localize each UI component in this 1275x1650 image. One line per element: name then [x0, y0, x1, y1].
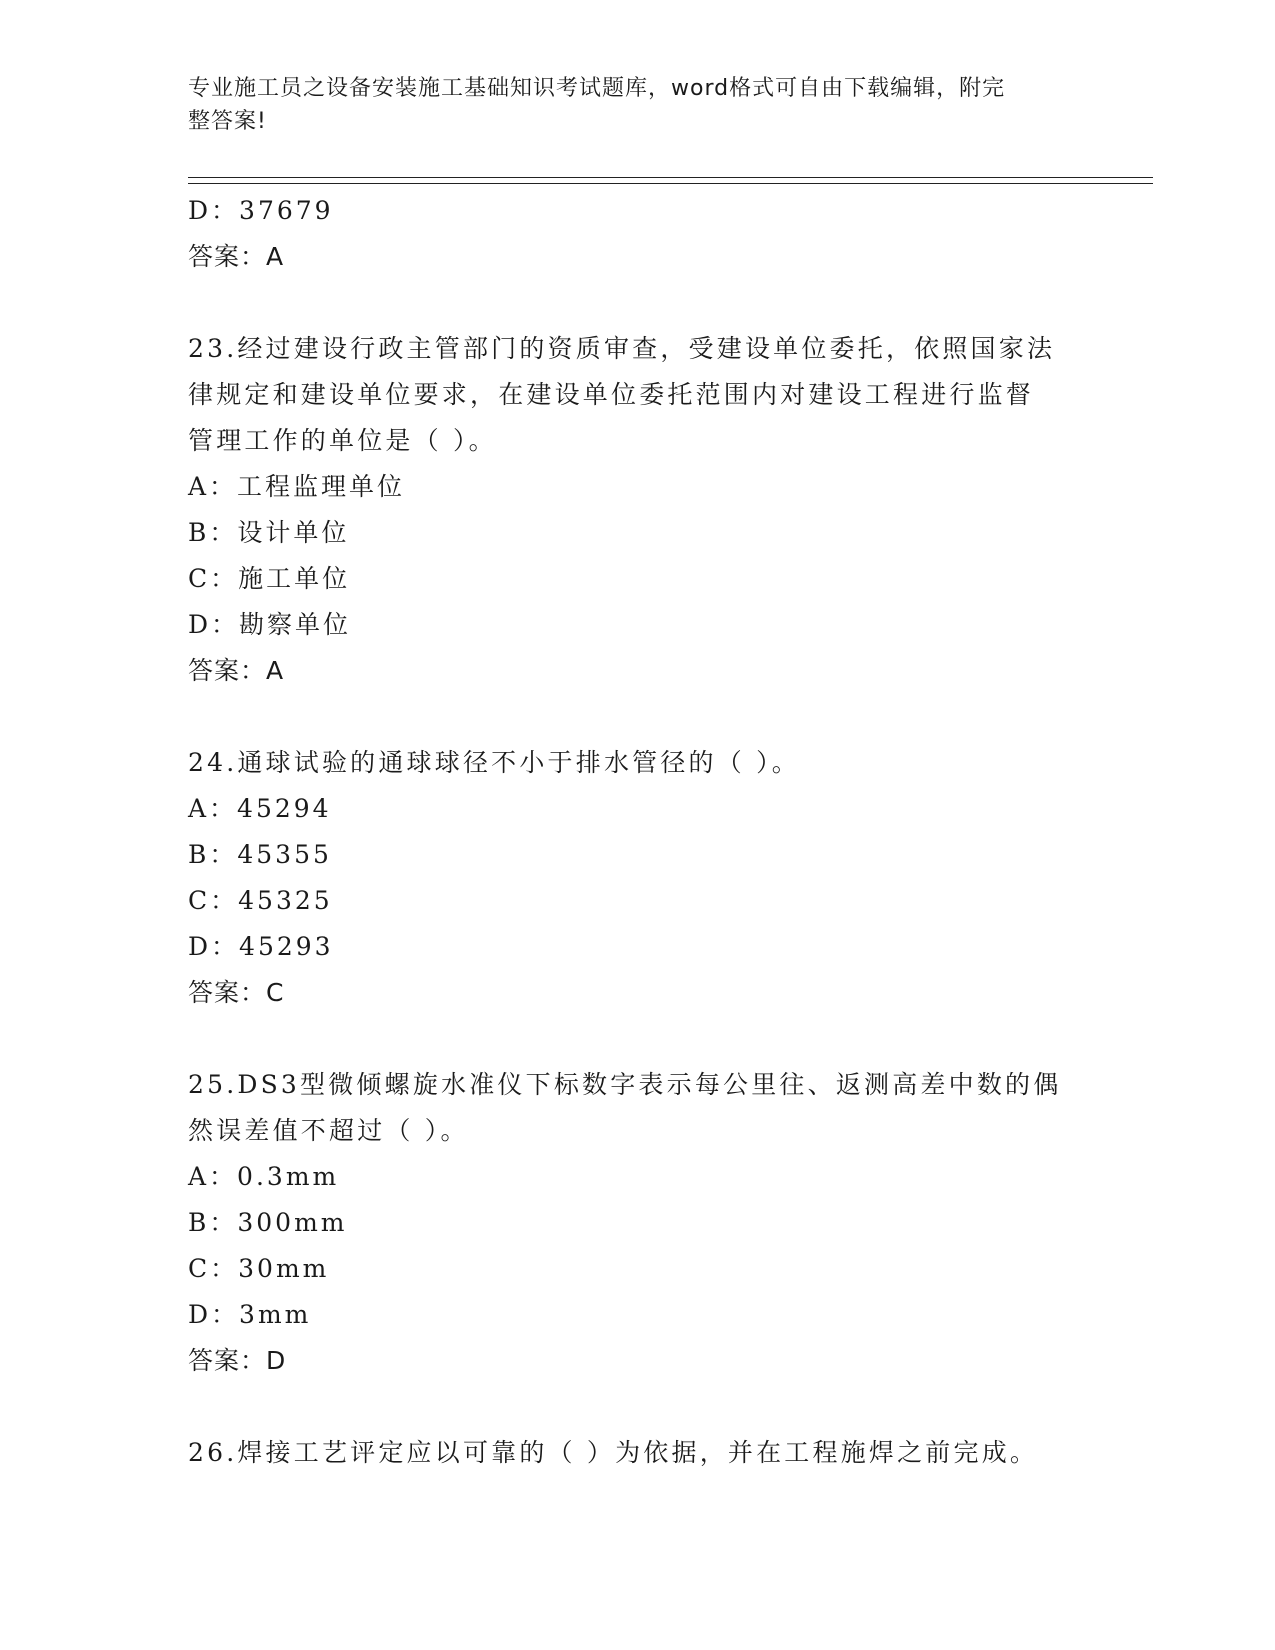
answer-line: 答案：D	[188, 1346, 287, 1375]
option-d: D：45293	[188, 932, 334, 961]
option-d: D：3mm	[188, 1300, 312, 1329]
answer-line: 答案：A	[188, 242, 285, 271]
question-25	[188, 1062, 1088, 1384]
question-23	[188, 326, 1088, 694]
stem-line: 26.焊接工艺评定应以可靠的（ ）为依据，并在工程施焊之前完成。	[188, 1438, 1039, 1467]
header-divider-top	[188, 177, 1153, 178]
option-b: B：300mm	[188, 1208, 348, 1237]
option-b: B：45355	[188, 840, 332, 869]
previous-question-tail	[188, 188, 1088, 280]
option-b: B：设计单位	[188, 518, 350, 547]
option-d: D：勘察单位	[188, 610, 352, 639]
question-list	[188, 188, 1088, 1476]
question-26	[188, 1430, 1088, 1476]
page-header	[188, 72, 1068, 138]
stem-line: 然误差值不超过（ ）。	[188, 1116, 469, 1145]
spacer	[188, 1016, 1088, 1062]
stem-line: 24.通球试验的通球球径不小于排水管径的（ ）。	[188, 748, 801, 777]
spacer	[188, 694, 1088, 740]
header-divider-bottom	[188, 183, 1153, 184]
header-line-2: 整答案!	[188, 109, 267, 134]
option-c: C：45325	[188, 886, 333, 915]
option-a: A：工程监理单位	[188, 472, 406, 501]
spacer	[188, 280, 1088, 326]
option-c: C：施工单位	[188, 564, 351, 593]
question-24	[188, 740, 1088, 1016]
stem-line: 23.经过建设行政主管部门的资质审查，受建设单位委托，依照国家法	[188, 334, 1056, 363]
stem-line: 25.DS3型微倾螺旋水准仪下标数字表示每公里往、返测高差中数的偶	[188, 1070, 1062, 1099]
header-line-1: 专业施工员之设备安装施工基础知识考试题库，word格式可自由下载编辑，附完	[188, 76, 1006, 101]
spacer	[188, 1384, 1088, 1430]
question-stem	[188, 1062, 1088, 1154]
stem-line: 律规定和建设单位要求，在建设单位委托范围内对建设工程进行监督	[188, 380, 1035, 409]
option-d: D：37679	[188, 196, 334, 225]
question-stem	[188, 740, 1088, 786]
option-a: A：0.3mm	[188, 1162, 340, 1191]
answer-line: 答案：A	[188, 656, 285, 685]
option-a: A：45294	[188, 794, 332, 823]
question-stem	[188, 1430, 1088, 1476]
question-stem	[188, 326, 1088, 464]
option-c: C：30mm	[188, 1254, 330, 1283]
answer-line: 答案：C	[188, 978, 285, 1007]
stem-line: 管理工作的单位是（ ）。	[188, 426, 497, 455]
